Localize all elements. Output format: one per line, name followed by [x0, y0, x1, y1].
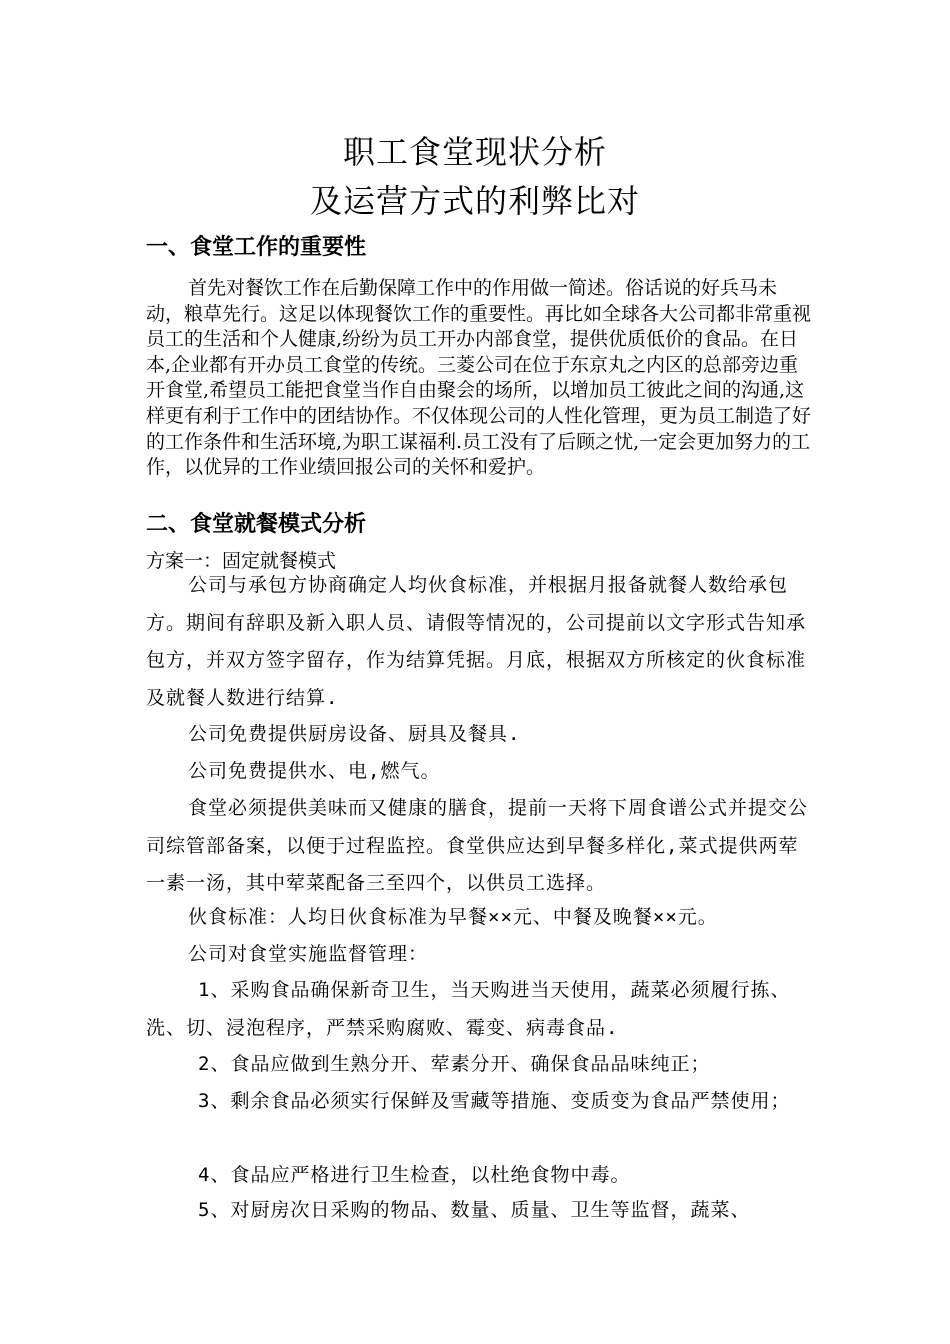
plan1-paragraph-5: 伙食标准：人均日伙食标准为早餐××元、中餐及晚餐××元。	[188, 906, 718, 928]
section2-heading: 二、食堂就餐模式分析	[146, 512, 367, 537]
document-title-line2: 及运营方式的利弊比对	[309, 182, 640, 220]
supervision-item-2: 2、食品应做到生熟分开、荤素分开、确保食品品味纯正；	[198, 1053, 711, 1075]
section1-heading: 一、食堂工作的重要性	[146, 235, 367, 260]
plan1-paragraph-4: 食堂必须提供美味而又健康的膳食，提前一天将下周食谱公式并提交公司综管部备案，以便于过程监控。食堂供应达到早餐多样化,菜式提供两荤一素一汤，其中荤菜配备三至四个，以供员工选择。	[146, 797, 809, 894]
document-title-line1: 职工食堂现状分析	[342, 133, 607, 171]
plan1-paragraph-6: 公司对食堂实施监督管理：	[188, 943, 429, 965]
plan1-paragraph-2: 公司免费提供厨房设备、厨具及餐具.	[188, 723, 521, 745]
plan1-paragraph-1: 公司与承包方协商确定人均伙食标准，并根据月报备就餐人数给承包方。期间有辞职及新入职人员、请假等情况的，公司提前以文字形式告知承包方，并双方签字留存，作为结算凭据。月底，根据双方所核定的伙食标准及就餐人数进行结算.	[146, 574, 807, 709]
supervision-item-3: 3、剩余食品必须实行保鲜及雪藏等措施、变质变为食品严禁使用；	[198, 1090, 791, 1112]
supervision-item-4: 4、食品应严格进行卫生检查，以杜绝食物中毒。	[198, 1164, 631, 1186]
plan1-label: 方案一：固定就餐模式	[146, 550, 337, 572]
supervision-item-5: 5、对厨房次日采购的物品、数量、质量、卫生等监督，蔬菜、	[198, 1199, 751, 1221]
section1-paragraph: 首先对餐饮工作在后勤保障工作中的作用做一简述。俗话说的好兵马未动，粮草先行。这足以体现餐饮工作的重要性。再比如全球各大公司都非常重视员工的生活和个人健康,纷纷为员工开办内部食堂，提供优质低价的食品。在日本,企业都有开办员工食堂的传统。三菱公司在位于东京丸之内区的总部旁边重开食堂,希望员工能把食堂当作自由聚会的场所，以增加员工彼此之间的沟通,这样更有利于工作中的团结协作。不仅体现公司的人性化管理，更为员工制造了好的工作条件和生活环境,为职工谋福利.员工没有了后顾之忧,一定会更加努力的工作，以优异的工作业绩回报公司的关怀和爱护。	[146, 277, 812, 479]
supervision-item-1: 1、采购食品确保新奇卫生，当天购进当天使用，蔬菜必须履行拣、洗、切、浸泡程序，严禁采购腐败、霉变、病毒食品.	[146, 979, 791, 1039]
plan1-paragraph-3: 公司免费提供水、电,燃气。	[188, 760, 441, 782]
